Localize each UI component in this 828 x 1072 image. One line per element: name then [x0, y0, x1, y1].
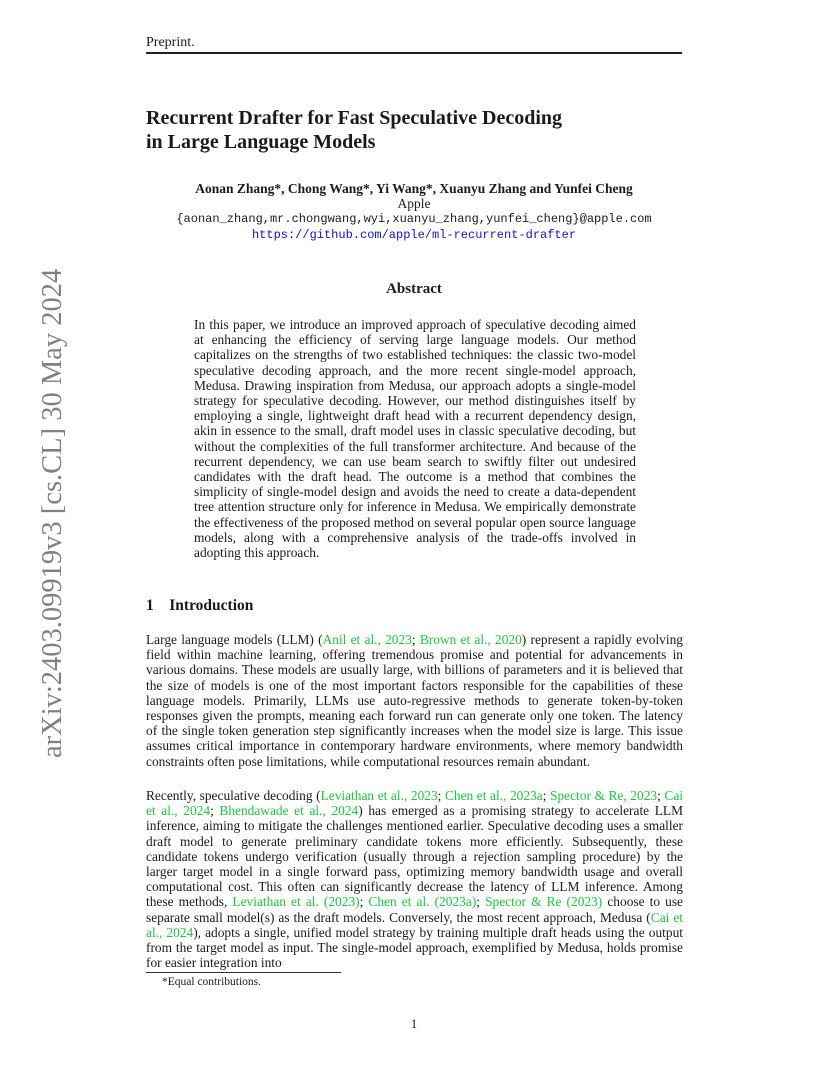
- citation-link[interactable]: Leviathan et al. (2023): [232, 894, 360, 910]
- paper-title: [146, 106, 706, 154]
- citation-link[interactable]: Cai et al., 2024: [146, 788, 684, 819]
- footnote: *Equal contributions.: [162, 976, 262, 988]
- footnote-rule: [146, 972, 341, 973]
- paper-title-line-2: in Large Language Models: [146, 131, 376, 153]
- citation-link[interactable]: Spector & Re (2023): [485, 894, 603, 910]
- paper-title-line-1: Recurrent Drafter for Fast Speculative Decoding: [146, 107, 563, 129]
- text-run: Large language models (LLM) (: [146, 632, 323, 647]
- text-run: ;: [657, 788, 665, 803]
- intro-paragraph-2: [146, 788, 683, 970]
- section-heading-introduction: [146, 597, 253, 615]
- text-run: ;: [210, 803, 220, 819]
- header-rule: [146, 52, 682, 54]
- text-run: ;: [437, 788, 445, 803]
- text-run: ;: [476, 894, 486, 910]
- text-run: ), adopts a single, unified model strategy by training multiple draft heads using the output from the target model as input. The single-model approach, exemplified by Medusa, holds promise for easier integration into: [146, 924, 683, 971]
- citation-link[interactable]: Chen et al. (2023a): [368, 894, 477, 910]
- text-run: ;: [411, 632, 420, 647]
- citation-link[interactable]: Spector & Re, 2023: [550, 788, 658, 803]
- text-run: ) represent a rapidly evolving field within machine learning, offering tremendous promise and potential for advancements in various domains. These models are usually large, with billions of parameters and it is believed that the size of models is one of the most important factors responsible for the capabilities of these language models. Primarily, LLMs use auto-regressive methods to generate token-by-token responses given the prompts, meaning each forward run can generate only one token. The latency of the single token generation step significantly increases when the model size is large. This issue assumes critical importance in contemporary hardware environments, where memory bandwidth constraints often pose limitations, while computational resources remain abundant.: [146, 632, 683, 769]
- running-header: Preprint.: [146, 35, 195, 50]
- section-title: Introduction: [169, 597, 254, 614]
- citation-link[interactable]: Brown et al., 2020: [419, 632, 522, 647]
- text-run: choose to use separate small model(s) as the draft models. Conversely, the most recent approach, Medusa (: [146, 894, 683, 925]
- citation-link[interactable]: Chen et al., 2023a: [444, 788, 543, 803]
- citation-link[interactable]: Leviathan et al., 2023: [320, 788, 438, 803]
- text-run: ;: [359, 894, 369, 910]
- author-emails: {aonan_zhang,mr.chongwang,wyi,xuanyu_zhang,yunfei_cheng}@apple.com: [176, 212, 652, 226]
- text-run: ;: [542, 788, 551, 803]
- arxiv-identifier-stamp[interactable]: arXiv:2403.09919v3 [cs.CL] 30 May 2024: [37, 268, 68, 758]
- intro-paragraph-1: [146, 632, 683, 769]
- section-number: 1: [146, 597, 154, 614]
- repository-link[interactable]: https://github.com/apple/ml-recurrent-drafter: [251, 228, 577, 242]
- affiliation: Apple: [397, 196, 431, 211]
- citation-link[interactable]: Bhendawade et al., 2024: [219, 803, 359, 819]
- text-run: ) has emerged as a promising strategy to accelerate LLM inference, aiming to mitigate the challenges mentioned earlier. Speculative decoding uses a smaller draft model to generate preliminary candidate tokens more efficiently. Subsequently, these candidate tokens undergo verification (usually through a rejection sampling procedure) by the larger target model in a single forward pass, optimizing memory bandwidth usage and overall computational cost. This often can significantly decrease the latency of LLM inference. Among these methods,: [146, 803, 683, 910]
- abstract-body: In this paper, we introduce an improved approach of speculative decoding aimed at enhancing the efficiency of serving large language models. Our method capitalizes on the strengths of two established techniques: the classic two-model speculative decoding approach, and the more recent single-model approach, Medusa. Drawing inspiration from Medusa, our approach adopts a single-model strategy for speculative decoding. However, our method distinguishes itself by employing a single, lightweight draft head with a recurrent dependency design, akin in essence to the small, draft model uses in classic speculative decoding, but without the complexities of the full transformer architecture. And because of the recurrent dependency, we can use beam search to swiftly filter out undesired candidates with the draft head. The outcome is a method that combines the simplicity of single-model design and avoids the need to create a data-dependent tree attention structure only for inference in Medusa. We empirically demonstrate the effectiveness of the proposed method on several popular open source language models, along with a comprehensive analysis of the trade-offs involved in adopting this approach.: [194, 317, 636, 561]
- page-number: 1: [410, 1016, 418, 1031]
- abstract-heading: Abstract: [386, 281, 442, 297]
- text-run: Recently, speculative decoding (: [146, 788, 321, 803]
- author-list: Aonan Zhang*, Chong Wang*, Yi Wang*, Xuanyu Zhang and Yunfei Cheng: [195, 181, 633, 196]
- citation-link[interactable]: Cai et al., 2024: [146, 909, 684, 940]
- citation-link[interactable]: Anil et al., 2023: [322, 632, 412, 647]
